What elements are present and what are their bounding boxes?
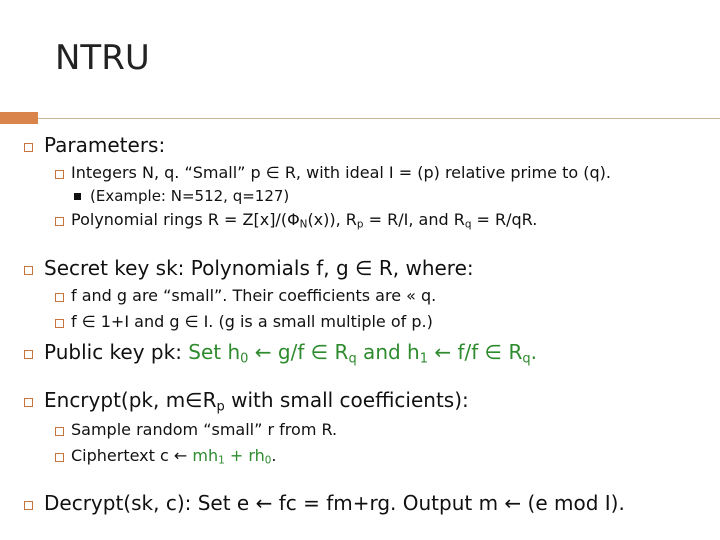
hollow-square-bullet-icon <box>55 427 64 436</box>
hollow-square-bullet-icon <box>55 217 64 226</box>
hollow-square-bullet-icon <box>55 170 64 179</box>
accent-block <box>0 112 38 124</box>
hollow-square-bullet-icon <box>55 293 64 302</box>
public-key-text: Public key pk: Set $h_0$ ← g/f ∈ $R_q$ and $h_1$ ← f/f ∈ $R_q$. <box>44 340 537 367</box>
hollow-square-bullet-icon <box>24 350 33 359</box>
integers-text: Integers N, q. “Small” p ∈ R, with ideal I = (p) relative prime to (q). <box>71 163 611 182</box>
hollow-square-bullet-icon <box>24 501 33 510</box>
f-in-text: f ∈ 1+I and g ∈ I. (g is a small multiple of p.) <box>71 312 433 331</box>
hollow-square-bullet-icon <box>55 453 64 462</box>
slide-title: NTRU <box>55 38 150 78</box>
fg-small-text: f and g are “small”. Their coefficients are « q. <box>71 286 437 305</box>
secret-key-text: Secret key sk: Polynomials f, g ∈ R, where: <box>44 256 474 280</box>
decrypt-text: Decrypt(sk, c): Set e ← fc = fm+rg. Output m ← (e mod I). <box>44 491 625 515</box>
example-text: (Example: N=512, q=127) <box>90 187 290 205</box>
parameters-text: Parameters: <box>44 133 166 157</box>
sample-text: Sample random “small” r from R. <box>71 420 338 439</box>
solid-square-bullet-icon <box>74 193 81 200</box>
encrypt-text: Encrypt(pk, $m\in R_p$ with small coefficients): <box>44 388 469 415</box>
title-divider <box>0 118 720 119</box>
hollow-square-bullet-icon <box>24 398 33 407</box>
hollow-square-bullet-icon <box>55 319 64 328</box>
hollow-square-bullet-icon <box>24 266 33 275</box>
polynomial-rings-text: Polynomial rings $R = Z[x]/(\Phi_N(x))$, $R_p = R/I$, and $R_q = R/qR$. <box>71 210 538 231</box>
ciphertext-text: Ciphertext c ← $mh_1 + rh_0$. <box>71 446 277 467</box>
hollow-square-bullet-icon <box>24 143 33 152</box>
